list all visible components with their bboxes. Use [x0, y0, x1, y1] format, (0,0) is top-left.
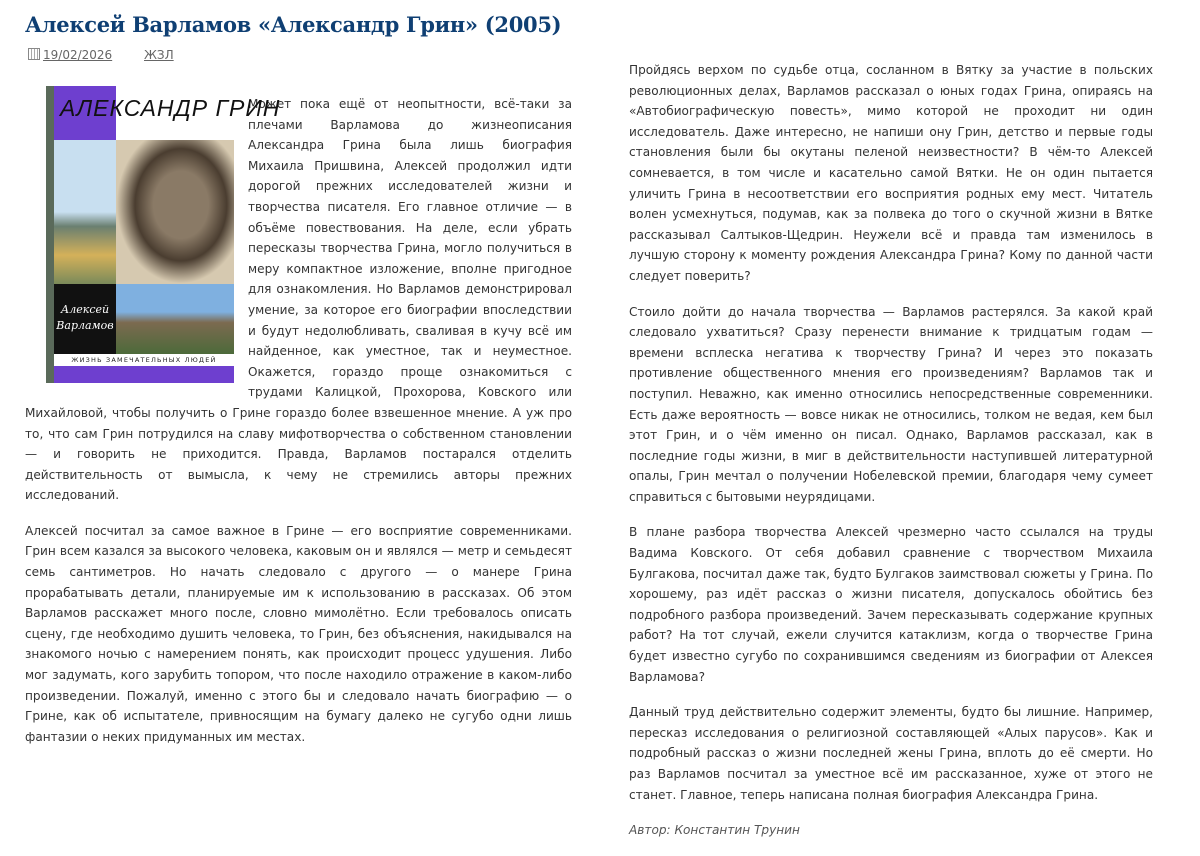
fortress-illustration	[116, 284, 234, 354]
page-title: Алексей Варламов «Александр Грин» (2005)	[25, 12, 562, 37]
article-paragraph: Стоило дойти до начала творчества — Варламов растерялся. За какой край следовало ухватиться? Сразу перенести внимание к тридцатым годам — времени всплеска негатива к творчеству Грина? И через это показать противление общественного мнения его произведениям? Варламов так и поступил. Неважно, как именно относились непосредственные современники. Есть даже вероятность — вовсе никак не относились, толком не ведая, кем был этот Грин, и о чём именно он писал. Однако, Варламов рассказал, как в последние годы жизни, в миг в действительности наступившей литературной опалы, Грин мечтал о получении Нобелевской премии, благодаря чему сумеет справиться с бытовыми неурядицами.	[629, 304, 1153, 504]
calendar-icon	[28, 48, 40, 60]
article-paragraph: Алексей посчитал за самое важное в Грине — его восприятие современниками. Грин всем казался за высокого человека, каковым он и являлся — метр и семьдесят семь сантиметров. Но начать следовало с другого — о манере Грина прорабатывать детали, планируемые им к использованию в рассказах. Об этом Варламов расскажет много после, словно мимолётно. Если требовалось описать сцену, где необходимо душить человека, то Грин, без объяснения, накидывался на знакомого ночью с намерением понять, как происходит процесс удушения. Либо мог задумать, кого зарубить топором, что после находило отражение в каком-либо произведении. Пожалуй, именно с этого бы и следовало начать биографию — о Грине, как об испытателе, привносящим на бумагу далеко не сугубо одни лишь фантазии о неких придуманных им местах.	[25, 523, 572, 744]
ship-illustration	[54, 140, 116, 284]
author-credit: Автор: Константин Трунин	[629, 823, 800, 838]
right-column	[629, 60, 1153, 856]
article-paragraph: Данный труд действительно содержит элементы, будто бы лишние. Например, пересказ исследования о религиозной составляющей «Алых парусов». Как и подробный рассказ о жизни последней жены Грина, вплоть до её смерти. Но раз Варламов посчитал за уместное всё им рассказанное, хуже от этого не станет. Главное, теперь написана полная биография Александра Грина.	[629, 705, 1153, 802]
category-link[interactable]: ЖЗЛ	[144, 48, 174, 62]
book-cover-image	[46, 86, 281, 383]
portrait-illustration	[116, 140, 234, 284]
cover-author: Алексей Варламов	[54, 284, 116, 354]
article-paragraph: Может пока ещё от неопытности, всё-таки за плечами Варламова до жизнеописания Александра Грина была лишь биография Михаила Пришвина, Алексей продолжил идти дорогой прежних исследователей жизни и творчества писателя. Его главное отличие — в объёме повествования. На деле, если убрать пересказы творчества Грина, могло получиться в меру компактное изложение, вполне пригодное для ознакомления. Но Варламов демонстрировал умение, за которое его биографии впоследствии и будут недолюбливать, сваливая в кучу всё им найденное, как уместное, так и неуместное. Окажется, гораздо проще ознакомиться с трудами Калицкой, Прохорова, Ковского или Михайловой, чтобы получить о Грине гораздо более взвешенное мнение. А уж про то, что сам Грин потрудился на славу мифотворчества о собственном становлении — и говорить не приходится. Правда, Варламов постарался отделить действительность от вымысла, к чему не стремились авторы прежних исследований.	[25, 97, 572, 503]
post-date-link[interactable]: 19/02/2026	[43, 48, 113, 62]
article-paragraph: Пройдясь верхом по судьбе отца, сосланном в Вятку за участие в польских революционных делах, Варламов рассказал о юных годах Грина, опираясь на «Автобиографическую повесть», мимо которой не проходит ни один исследователь. Даже интересно, не напиши ону Грин, детство и первые годы становления были бы окутаны пеленой неизвестности? В чём-то Алексей сомневается, в том числе и касательно самой Вятки. Не он один пытается уличить Грина в несоответствии его восприятия родных ему мест. Читатель волен усмехнуться, подумав, как за полвека до того о скучной жизни в Вятке рассказывал Салтыков-Щедрин. Неужели всё и правда там изменилось в лучшую сторону к моменту рождения Александра Грина? Кому по данной части следует поверить?	[629, 63, 1153, 283]
cover-series: ЖИЗНЬ ЗАМЕЧАТЕЛЬНЫХ ЛЮДЕЙ	[54, 354, 234, 366]
article-paragraph: В плане разбора творчества Алексей чрезмерно часто ссылался на труды Вадима Ковского. От себя добавил сравнение с творчеством Михаила Булгакова, посчитал даже так, будто Булгаков заимствовал сюжеты у Грина. По хорошему, раз идёт рассказ о жизни писателя, допускалось обойтись без подробного разбора произведений. Зачем пересказывать содержание крупных работ? На тот случай, ежели случится катаклизм, когда о творчестве Грина будет известно сугубо по сохранившимся сведениям из биографии от Алексея Варламова?	[629, 525, 1153, 684]
cover-title: АЛЕКСАНДР ГРИН	[60, 95, 281, 121]
post-meta	[28, 48, 174, 62]
left-column	[25, 94, 572, 762]
